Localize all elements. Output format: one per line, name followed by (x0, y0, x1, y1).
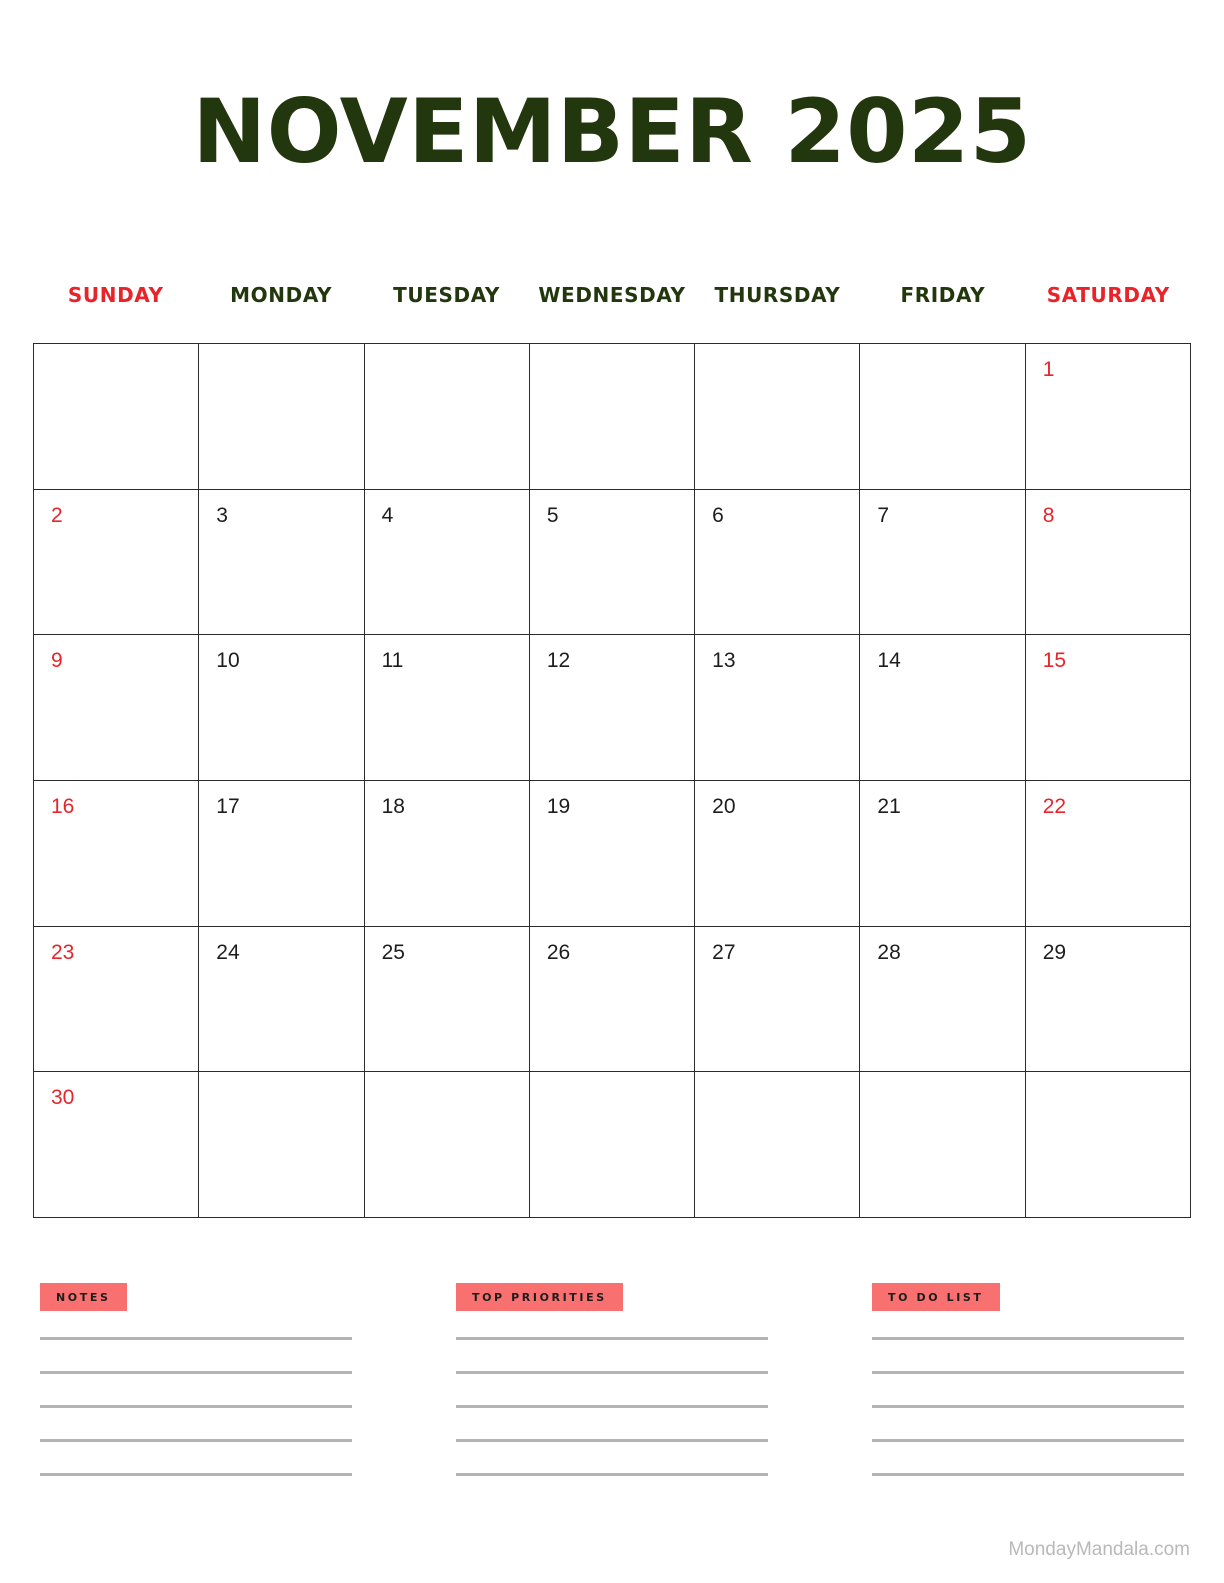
empty-cell (695, 1072, 860, 1218)
day-cell[interactable] (34, 635, 199, 781)
section-top-priorities (456, 1283, 768, 1476)
page-title: NOVEMBER 2025 (192, 80, 1032, 183)
section-to-do-list (872, 1283, 1184, 1476)
day-number: 9 (51, 649, 63, 673)
day-cell[interactable] (365, 781, 530, 927)
weekday-header (33, 283, 1191, 307)
day-cell[interactable] (199, 490, 364, 636)
empty-cell (34, 344, 199, 490)
day-cell[interactable] (34, 927, 199, 1073)
rule-line[interactable] (872, 1439, 1184, 1442)
empty-cell (365, 1072, 530, 1218)
day-cell[interactable] (530, 781, 695, 927)
rule-line[interactable] (872, 1473, 1184, 1476)
footer-watermark: MondayMandala.com (1008, 1539, 1190, 1560)
day-cell[interactable] (34, 781, 199, 927)
section-label: TOP PRIORITIES (456, 1283, 623, 1311)
day-cell[interactable] (860, 490, 1025, 636)
day-cell[interactable] (695, 490, 860, 636)
day-number: 14 (877, 649, 901, 673)
write-in-lines[interactable] (40, 1337, 352, 1476)
calendar-grid (33, 343, 1191, 1218)
weekday-thursday: THURSDAY (714, 283, 841, 307)
day-cell[interactable] (1026, 781, 1191, 927)
empty-cell (199, 1072, 364, 1218)
day-cell[interactable] (695, 635, 860, 781)
day-number: 29 (1042, 940, 1067, 964)
day-cell[interactable] (860, 781, 1025, 927)
empty-cell (530, 1072, 695, 1218)
rule-line[interactable] (456, 1371, 768, 1374)
empty-cell (199, 344, 364, 490)
rule-line[interactable] (456, 1439, 768, 1442)
bottom-sections (40, 1283, 1184, 1476)
day-number: 12 (546, 649, 571, 673)
day-cell[interactable] (1026, 490, 1191, 636)
section-label: TO DO LIST (872, 1283, 1000, 1311)
day-number: 13 (712, 649, 736, 673)
empty-cell (1026, 1072, 1191, 1218)
day-number: 5 (546, 503, 559, 527)
day-cell[interactable] (695, 927, 860, 1073)
day-number: 6 (712, 503, 724, 527)
rule-line[interactable] (456, 1473, 768, 1476)
weekday-sunday: SUNDAY (67, 283, 164, 307)
day-number: 26 (546, 940, 571, 964)
write-in-lines[interactable] (872, 1337, 1184, 1476)
rule-line[interactable] (872, 1337, 1184, 1340)
day-number: 23 (51, 940, 75, 964)
day-cell[interactable] (1026, 635, 1191, 781)
empty-cell (695, 344, 860, 490)
rule-line[interactable] (40, 1337, 352, 1340)
day-cell[interactable] (365, 635, 530, 781)
rule-line[interactable] (40, 1439, 352, 1442)
rule-line[interactable] (872, 1371, 1184, 1374)
empty-cell (860, 344, 1025, 490)
day-number: 3 (216, 503, 228, 527)
day-number: 25 (381, 940, 405, 964)
day-number: 2 (51, 503, 63, 527)
weekday-wednesday: WEDNESDAY (538, 283, 686, 307)
rule-line[interactable] (40, 1405, 352, 1408)
day-number: 30 (51, 1086, 75, 1110)
day-cell[interactable] (365, 927, 530, 1073)
day-cell[interactable] (34, 490, 199, 636)
empty-cell (860, 1072, 1025, 1218)
day-number: 18 (381, 795, 405, 818)
day-number: 21 (877, 795, 901, 818)
rule-line[interactable] (872, 1405, 1184, 1408)
rule-line[interactable] (456, 1405, 768, 1408)
day-cell[interactable] (1026, 344, 1191, 490)
day-cell[interactable] (530, 490, 695, 636)
rule-line[interactable] (456, 1337, 768, 1340)
day-cell[interactable] (530, 635, 695, 781)
day-cell[interactable] (695, 781, 860, 927)
day-number: 19 (546, 795, 571, 818)
weekday-tuesday: TUESDAY (393, 283, 500, 307)
day-number: 27 (712, 940, 736, 964)
day-cell[interactable] (199, 635, 364, 781)
weekday-monday: MONDAY (230, 283, 333, 307)
day-number: 22 (1042, 795, 1067, 818)
day-number: 4 (381, 503, 394, 527)
weekday-friday: FRIDAY (900, 283, 986, 307)
day-cell[interactable] (860, 635, 1025, 781)
empty-cell (530, 344, 695, 490)
day-number: 28 (877, 940, 901, 964)
day-number: 10 (216, 649, 240, 673)
day-number: 15 (1042, 649, 1067, 673)
day-cell[interactable] (199, 927, 364, 1073)
day-number: 8 (1042, 503, 1055, 527)
day-cell[interactable] (199, 781, 364, 927)
rule-line[interactable] (40, 1473, 352, 1476)
weekday-saturday: SATURDAY (1046, 283, 1170, 307)
day-cell[interactable] (1026, 927, 1191, 1073)
day-number: 7 (877, 503, 890, 527)
day-cell[interactable] (34, 1072, 199, 1218)
day-number: 20 (712, 795, 736, 818)
write-in-lines[interactable] (456, 1337, 768, 1476)
day-number: 24 (216, 940, 240, 964)
day-number: 16 (51, 795, 75, 818)
day-cell[interactable] (530, 927, 695, 1073)
day-cell[interactable] (860, 927, 1025, 1073)
rule-line[interactable] (40, 1371, 352, 1374)
empty-cell (365, 344, 530, 490)
day-cell[interactable] (365, 490, 530, 636)
day-number: 11 (381, 649, 404, 673)
day-number: 17 (216, 795, 240, 818)
section-label: NOTES (40, 1283, 127, 1311)
day-number: 1 (1042, 358, 1055, 381)
section-notes (40, 1283, 352, 1476)
